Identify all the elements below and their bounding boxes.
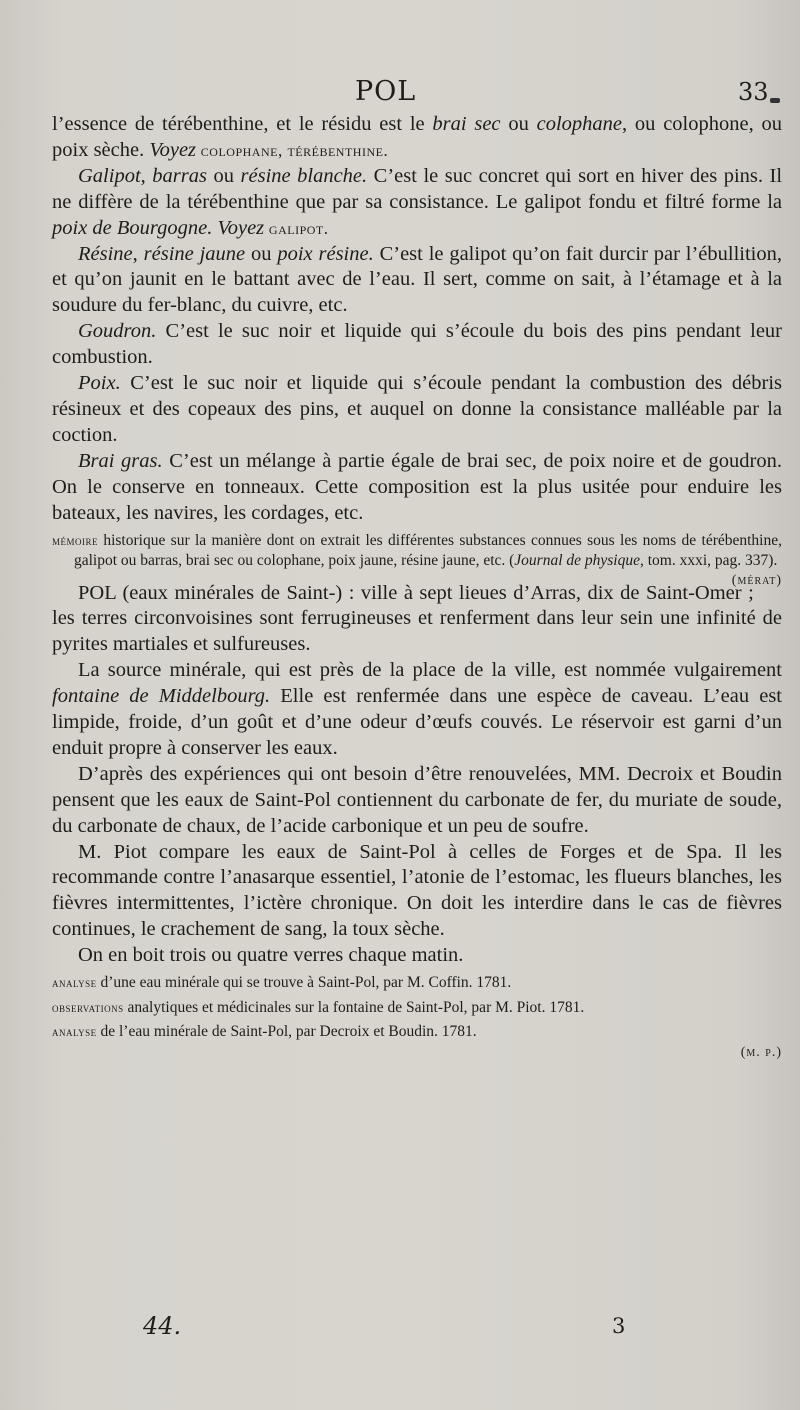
italic-term: Goudron. bbox=[78, 320, 157, 343]
italic-term: brai sec bbox=[432, 113, 501, 135]
paragraph bbox=[52, 319, 782, 371]
ink-mark bbox=[770, 98, 780, 103]
paragraph bbox=[52, 840, 782, 944]
text-run: Elle est renfermée dans une espèce de caveau. L’eau est limpide, froide, d’un goût et d’une odeur d’œufs couvés. Le réservoir est garni d’un enduit propre à conserver les eaux. bbox=[52, 685, 782, 759]
bibliography-notes bbox=[52, 973, 782, 1060]
italic-term: Journal de physique bbox=[514, 552, 640, 569]
signature-mark: 44. bbox=[143, 1312, 182, 1340]
text-run: historique sur la manière dont on extrait les différentes substances connues sous les noms de térébenthine, galipot ou barras, brai sec ou colophane, poix jaune, résine jaune, etc. ( bbox=[74, 531, 782, 569]
small-caps-ref: galipot. bbox=[264, 218, 329, 238]
text-run: d’une eau minérale qui se trouve à Saint-Pol, par M. Coffin. 1781. bbox=[96, 974, 512, 992]
text-run: POL (eaux minérales de Saint-) : ville à sept lieues d’Arras, dix de Saint-Omer ; les terres circonvoisines sont ferrugineuses et renferment dans leur sein une infinité de pyrites martiales et sulfureuses. bbox=[52, 581, 782, 656]
author-signature: (m. p.) bbox=[740, 1044, 782, 1060]
text-run: M. Piot compare les eaux de Saint-Pol à celles de Forges et de Spa. Il les recommande contre l’anasarque essentiel, l’atonie de l’estomac, les flueurs blanches, les fièvres intermittentes, l’ictère chronique. On doit les interdire dans le cas de fièvres continues, le crachement de sang, la toux sèche. bbox=[52, 840, 782, 941]
small-caps-ref: observations bbox=[52, 1000, 124, 1015]
paragraph bbox=[52, 943, 782, 969]
text-run: , tom. xxxi, pag. 337). bbox=[640, 552, 778, 569]
text-run: C’est le galipot qu’on fait durcir par l’ébullition, et qu’on jaunit en le battant avec de l’eau. Il sert, comme on sait, à l’étamage et à la soudure du fer-blanc, du cuivre, etc. bbox=[52, 242, 782, 317]
page-number: 33 bbox=[738, 78, 769, 106]
text-run: , bbox=[140, 164, 153, 187]
small-caps-ref: analyse bbox=[52, 1025, 97, 1040]
running-title: POL bbox=[355, 76, 417, 107]
italic-term: Poix. bbox=[78, 372, 121, 395]
article-pol-section bbox=[52, 581, 782, 970]
paragraph bbox=[52, 581, 782, 659]
italic-term: colophane bbox=[536, 113, 623, 135]
paragraph bbox=[52, 658, 782, 762]
italic-term: Brai gras. bbox=[78, 449, 163, 472]
paragraph bbox=[52, 112, 782, 164]
italic-term: résine jaune bbox=[143, 242, 246, 265]
text-run: C’est un mélange à partie égale de brai sec, de poix noire et de goudron. On le conserve en tonneaux. Cette composition est la plus usitée pour enduire les bateaux, les navires, les cordages, etc. bbox=[52, 449, 782, 524]
text-run: C’est le suc noir et liquide qui s’écoule du bois des pins pendant leur combustion. bbox=[52, 320, 782, 369]
paragraph bbox=[52, 371, 782, 449]
paragraph bbox=[52, 762, 782, 840]
small-caps-ref: mémoire bbox=[52, 533, 98, 548]
text-run: D’après des expériences qui ont besoin d’être renouvelées, MM. Decroix et Boudin pensent que les eaux de Saint-Pol contiennent du carbonate de fer, du muriate de soude, du carbonate de chaux, de l’acide carbonique et un peu de soufre. bbox=[52, 762, 782, 837]
memoir-reference-note bbox=[52, 531, 782, 588]
page-body bbox=[52, 112, 782, 1062]
text-run: ou bbox=[206, 164, 241, 187]
italic-term: résine blanche. bbox=[240, 164, 368, 187]
text-run: On en boit trois ou quatre verres chaque matin. bbox=[78, 944, 464, 967]
text-run: l’essence de térébenthine, et le résidu est le bbox=[52, 113, 433, 135]
text-run: La source minérale, qui est près de la place de la ville, est nommée vulgairement bbox=[78, 659, 782, 682]
text-run: analytiques et médicinales sur la fontaine de Saint-Pol, par M. Piot. 1781. bbox=[123, 998, 585, 1016]
text-run: C’est le suc noir et liquide qui s’écoule pendant la combustion des débris résineux et des copeaux des pins, et auquel on donne la consistance malléable par la coction. bbox=[52, 372, 782, 446]
paragraph bbox=[52, 242, 782, 320]
italic-term: Voyez bbox=[149, 138, 197, 161]
italic-term: Galipot bbox=[78, 164, 141, 187]
small-caps-ref: colophane, térébenthine. bbox=[196, 140, 389, 160]
text-run: ou bbox=[500, 113, 537, 135]
italic-term: poix de Bourgogne. Voyez bbox=[52, 216, 265, 239]
footnote bbox=[52, 531, 782, 588]
small-caps-ref: analyse bbox=[52, 976, 97, 991]
paragraph bbox=[52, 164, 782, 242]
italic-term: fontaine de Middelbourg. bbox=[52, 685, 271, 708]
text-run: ou bbox=[245, 242, 278, 265]
gathering-letter: 3 bbox=[612, 1314, 626, 1338]
italic-term: poix résine. bbox=[277, 242, 374, 265]
italic-term: Résine bbox=[78, 242, 133, 265]
italic-term: barras bbox=[152, 164, 207, 187]
author-signature: (mérat) bbox=[731, 572, 782, 588]
bibliography-entry bbox=[52, 973, 782, 994]
bibliography-entry bbox=[52, 1022, 782, 1060]
running-header bbox=[0, 76, 800, 110]
bibliography-entry bbox=[52, 998, 782, 1019]
text-run: , ou colophone, ou poix sèche. bbox=[52, 113, 782, 161]
text-run: C’est le suc concret qui sort en hiver des pins. Il ne diffère de la térébenthine que par sa consistance. Le galipot fondu et filtré forme la bbox=[52, 164, 783, 213]
paragraph bbox=[52, 449, 782, 527]
article-poix-section bbox=[52, 112, 782, 527]
text-run: de l’eau minérale de Saint-Pol, par Decroix et Boudin. 1781. bbox=[96, 1023, 477, 1041]
text-run: , bbox=[132, 242, 144, 265]
page-footer bbox=[0, 1310, 800, 1350]
